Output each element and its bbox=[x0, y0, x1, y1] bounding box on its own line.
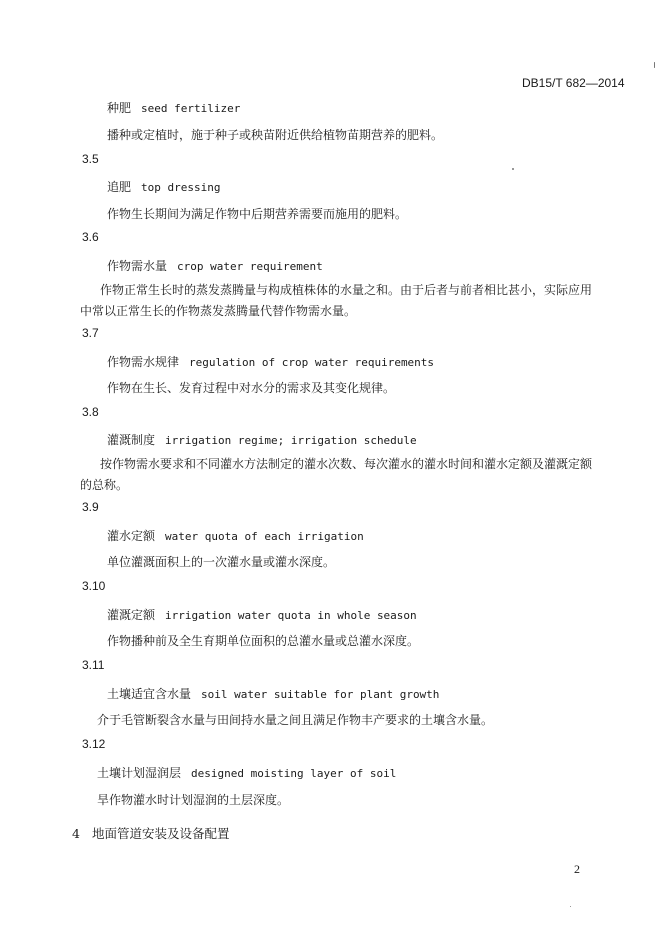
section-title: 地面管道安装及设备配置 bbox=[91, 826, 230, 841]
term-soil-water-suitable bbox=[107, 685, 439, 702]
term-zh: 灌溉制度 bbox=[107, 433, 156, 447]
term-zh: 追肥 bbox=[107, 180, 132, 194]
definition: 作物生长期间为满足作物中后期营养需要而施用的肥料。 bbox=[107, 207, 408, 221]
definition: 旱作物灌水时计划湿润的土层深度。 bbox=[97, 793, 290, 807]
term-en: top dressing bbox=[141, 181, 221, 194]
definition: 按作物需水要求和不同灌水方法制定的灌水次数、每次灌水的灌水时间和灌水定额及灌溉定额的总称。 bbox=[80, 457, 593, 492]
term-crop-water-requirement bbox=[107, 257, 323, 274]
term-en: water quota of each irrigation bbox=[165, 530, 364, 543]
scan-speck bbox=[654, 62, 655, 68]
clause-number: 3.6 bbox=[82, 230, 99, 244]
term-en: regulation of crop water requirements bbox=[189, 356, 435, 369]
clause-number: 3.12 bbox=[82, 737, 106, 751]
definition: 作物播种前及全生育期单位面积的总灌水量或总灌水深度。 bbox=[107, 634, 420, 648]
term-water-quota bbox=[107, 527, 364, 544]
definition: 播种或定植时，施于种子或秧苗附近供给植物苗期营养的肥料。 bbox=[107, 128, 444, 142]
term-zh: 作物需水量 bbox=[107, 259, 168, 273]
section-heading bbox=[72, 824, 229, 842]
page-number: 2 bbox=[574, 862, 580, 876]
definition: 作物在生长、发育过程中对水分的需求及其变化规律。 bbox=[107, 381, 396, 395]
term-en: irrigation water quota in whole season bbox=[165, 609, 417, 622]
clause-number: 3.11 bbox=[82, 658, 105, 672]
document-code: DB15/T 682—2014 bbox=[522, 76, 625, 90]
term-en: seed fertilizer bbox=[141, 102, 241, 115]
term-zh: 灌溉定额 bbox=[107, 608, 156, 622]
term-designed-moisting-layer bbox=[97, 764, 396, 781]
term-seed-fertilizer bbox=[107, 99, 240, 116]
clause-number: 3.9 bbox=[82, 500, 99, 514]
section-number: 4 bbox=[72, 826, 80, 841]
term-top-dressing bbox=[107, 178, 221, 195]
term-irrigation-regime bbox=[107, 431, 417, 448]
clause-number: 3.7 bbox=[82, 326, 99, 340]
term-en: designed moisting layer of soil bbox=[191, 767, 397, 780]
definition: 作物正常生长时的蒸发蒸腾量与构成植株体的水量之和。由于后者与前者相比甚小，实际应用中常以正常生长的作物蒸发蒸腾量代替作物需水量。 bbox=[80, 283, 593, 318]
term-zh: 土壤计划湿润层 bbox=[97, 766, 182, 780]
clause-number: 3.8 bbox=[82, 405, 99, 419]
term-zh: 种肥 bbox=[107, 101, 132, 115]
scan-speck bbox=[570, 906, 571, 907]
term-irrigation-water-quota bbox=[107, 606, 417, 623]
definition: 单位灌溉面积上的一次灌水量或灌水深度。 bbox=[107, 555, 336, 569]
term-zh: 灌水定额 bbox=[107, 529, 156, 543]
definition: 介于毛管断裂含水量与田间持水量之间且满足作物丰产要求的土壤含水量。 bbox=[97, 713, 494, 727]
scan-speck bbox=[512, 168, 514, 170]
term-en: soil water suitable for plant growth bbox=[201, 688, 440, 701]
term-en: irrigation regime; irrigation schedule bbox=[165, 434, 417, 447]
term-en: crop water requirement bbox=[177, 260, 323, 273]
term-zh: 土壤适宜含水量 bbox=[107, 687, 192, 701]
term-regulation-of-crop-water bbox=[107, 353, 434, 370]
clause-number: 3.5 bbox=[82, 152, 99, 166]
clause-number: 3.10 bbox=[82, 579, 106, 593]
term-zh: 作物需水规律 bbox=[107, 355, 180, 369]
